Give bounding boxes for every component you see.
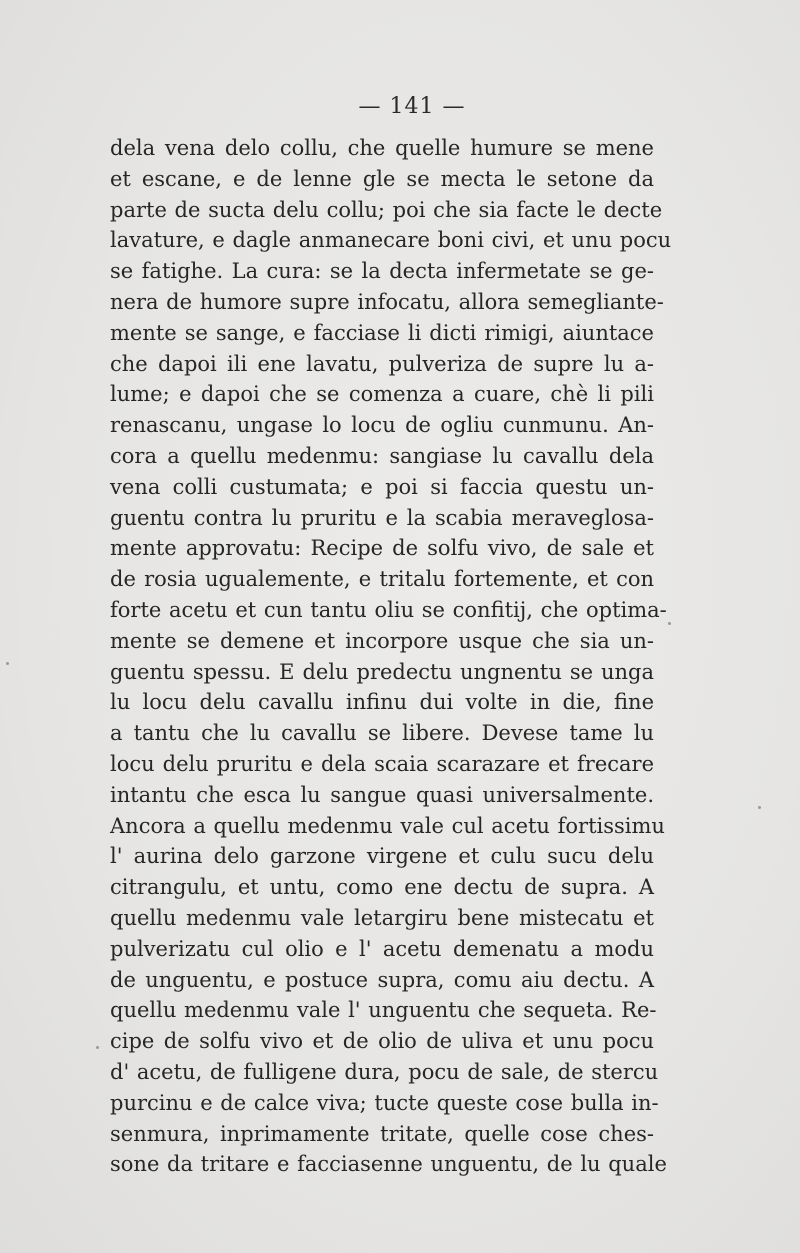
text-line: nera de humore supre infocatu, allora semegliante- (110, 289, 664, 314)
text-line: d' acetu, de fulligene dura, pocu de sale, de stercu (110, 1059, 659, 1084)
text-line: lu locu delu cavallu infinu dui volte in die, fine (110, 690, 654, 715)
paper-speck (758, 806, 761, 809)
text-line: forte acetu et cun tantu oliu se confitij, che optima- (110, 597, 667, 622)
text-line: lume; e dapoi che se comenza a cuare, chè li pili (110, 382, 654, 407)
text-line: cipe de solfu vivo et de olio de uliva et unu pocu (110, 1029, 654, 1054)
text-line: et escane, e de lenne gle se mecta le setone da (110, 166, 654, 191)
text-line: mente se sange, e facciase li dicti rimigi, aiuntace (110, 320, 654, 345)
text-line: mente se demene et incorpore usque che sia un- (110, 628, 654, 653)
text-line: quellu medenmu vale l' unguentu che sequeta. Re- (110, 998, 657, 1023)
text-line: de unguentu, e postuce supra, comu aiu dectu. A (110, 967, 654, 992)
text-line: a tantu che lu cavallu se libere. Devese tame lu (110, 721, 654, 746)
text-line: se fatighe. La cura: se la decta infermetate se ge- (110, 259, 654, 284)
text-line: intantu che esca lu sangue quasi universalmente. (110, 782, 654, 807)
text-line: dela vena delo collu, che quelle humure se mene (110, 136, 654, 160)
text-line: sone da tritare e facciasenne unguentu, de lu quale (110, 1152, 667, 1177)
text-line: de rosia ugualemente, e tritalu fortemente, et con (110, 567, 654, 592)
text-line: cora a quellu medenmu: sangiase lu cavallu dela (110, 443, 654, 468)
text-line: guentu contra lu pruritu e la scabia meraveglosa- (110, 505, 654, 530)
text-line: pulverizatu cul olio e l' acetu demenatu a modu (110, 936, 654, 961)
text-line: che dapoi ili ene lavatu, pulveriza de supre lu a- (110, 351, 654, 376)
text-line: senmura, inprimamente tritate, quelle cose ches- (110, 1121, 654, 1146)
paper-speck (96, 1046, 99, 1049)
body-text (110, 133, 672, 1180)
text-line: locu delu pruritu e dela scaia scarazare et frecare (110, 751, 654, 776)
paper-speck (6, 662, 9, 665)
page-number: — 141 — (358, 94, 466, 119)
text-line: mente approvatu: Recipe de solfu vivo, de sale et (110, 536, 654, 561)
text-line: parte de sucta delu collu; poi che sia facte le decte (110, 197, 663, 222)
text-line: quellu medenmu vale letargiru bene mistecatu et (110, 905, 654, 930)
text-line: renascanu, ungase lo locu de ogliu cunmunu. An- (110, 413, 654, 438)
text-line: guentu spessu. E delu predectu ungnentu se unga (110, 659, 654, 684)
paper-speck (668, 622, 671, 625)
text-line: Ancora a quellu medenmu vale cul acetu fortissimu (110, 813, 665, 838)
text-line: vena colli custumata; e poi si faccia questu un- (110, 474, 654, 499)
text-line: purcinu e de calce viva; tucte queste cose bulla in- (110, 1090, 659, 1115)
text-line: citrangulu, et untu, como ene dectu de supra. A (110, 875, 654, 900)
text-line: l' aurina delo garzone virgene et culu sucu delu (110, 844, 654, 869)
text-line: lavature, e dagle anmanecare boni civi, et unu pocu (110, 228, 672, 253)
